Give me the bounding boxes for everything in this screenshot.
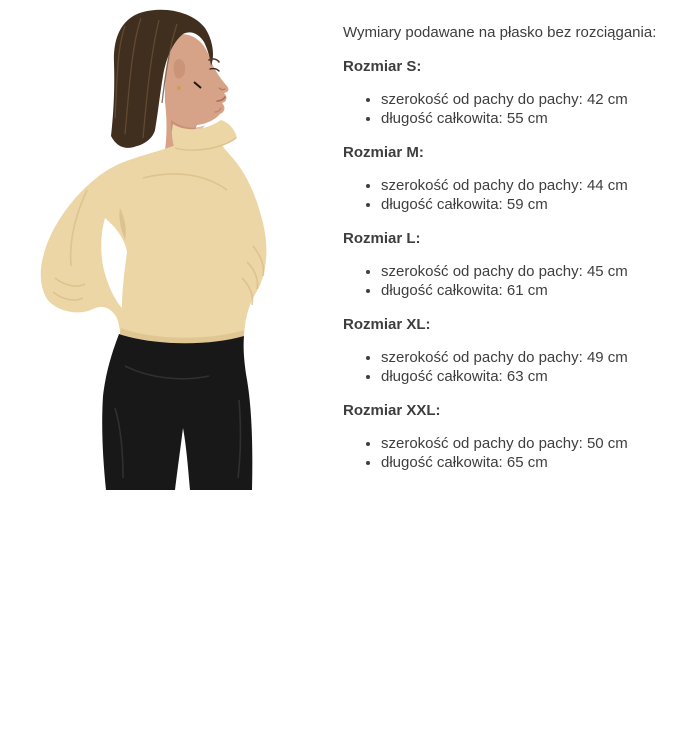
measurement-item: • szerokość od pachy do pachy: 44 cm [381, 177, 688, 196]
model-back-view-illustration [25, 8, 315, 490]
size-heading-s: Rozmiar S: [343, 58, 422, 75]
size-list-xl [343, 349, 688, 386]
measurement-item: • długość całkowita: 59 cm [381, 196, 688, 215]
measurement-item: • długość całkowita: 63 cm [381, 368, 688, 387]
size-heading-xl: Rozmiar XL: [343, 316, 431, 333]
size-heading-xxl: Rozmiar XXL: [343, 402, 441, 419]
measurement-item: • szerokość od pachy do pachy: 45 cm [381, 263, 688, 282]
product-photo [25, 8, 315, 490]
size-measurements-panel [343, 0, 688, 487]
shirt [41, 142, 267, 343]
arm-body-gap-right [250, 304, 256, 330]
measurement-item: • szerokość od pachy do pachy: 50 cm [381, 435, 688, 454]
measurement-item: • szerokość od pachy do pachy: 42 cm [381, 91, 688, 110]
measurements-intro: Wymiary podawane na płasko bez rozciągania: [343, 24, 657, 41]
earring [177, 86, 181, 90]
size-heading-m: Rozmiar M: [343, 144, 424, 161]
measurement-item: • długość całkowita: 55 cm [381, 110, 688, 129]
size-list-s [343, 91, 688, 128]
pants [102, 334, 252, 490]
size-list-m [343, 177, 688, 214]
size-list-l [343, 263, 688, 300]
measurement-item: • szerokość od pachy do pachy: 49 cm [381, 349, 688, 368]
measurement-item: • długość całkowita: 61 cm [381, 282, 688, 301]
size-list-xxl [343, 435, 688, 472]
measurement-item: • długość całkowita: 65 cm [381, 454, 688, 473]
size-heading-l: Rozmiar L: [343, 230, 421, 247]
